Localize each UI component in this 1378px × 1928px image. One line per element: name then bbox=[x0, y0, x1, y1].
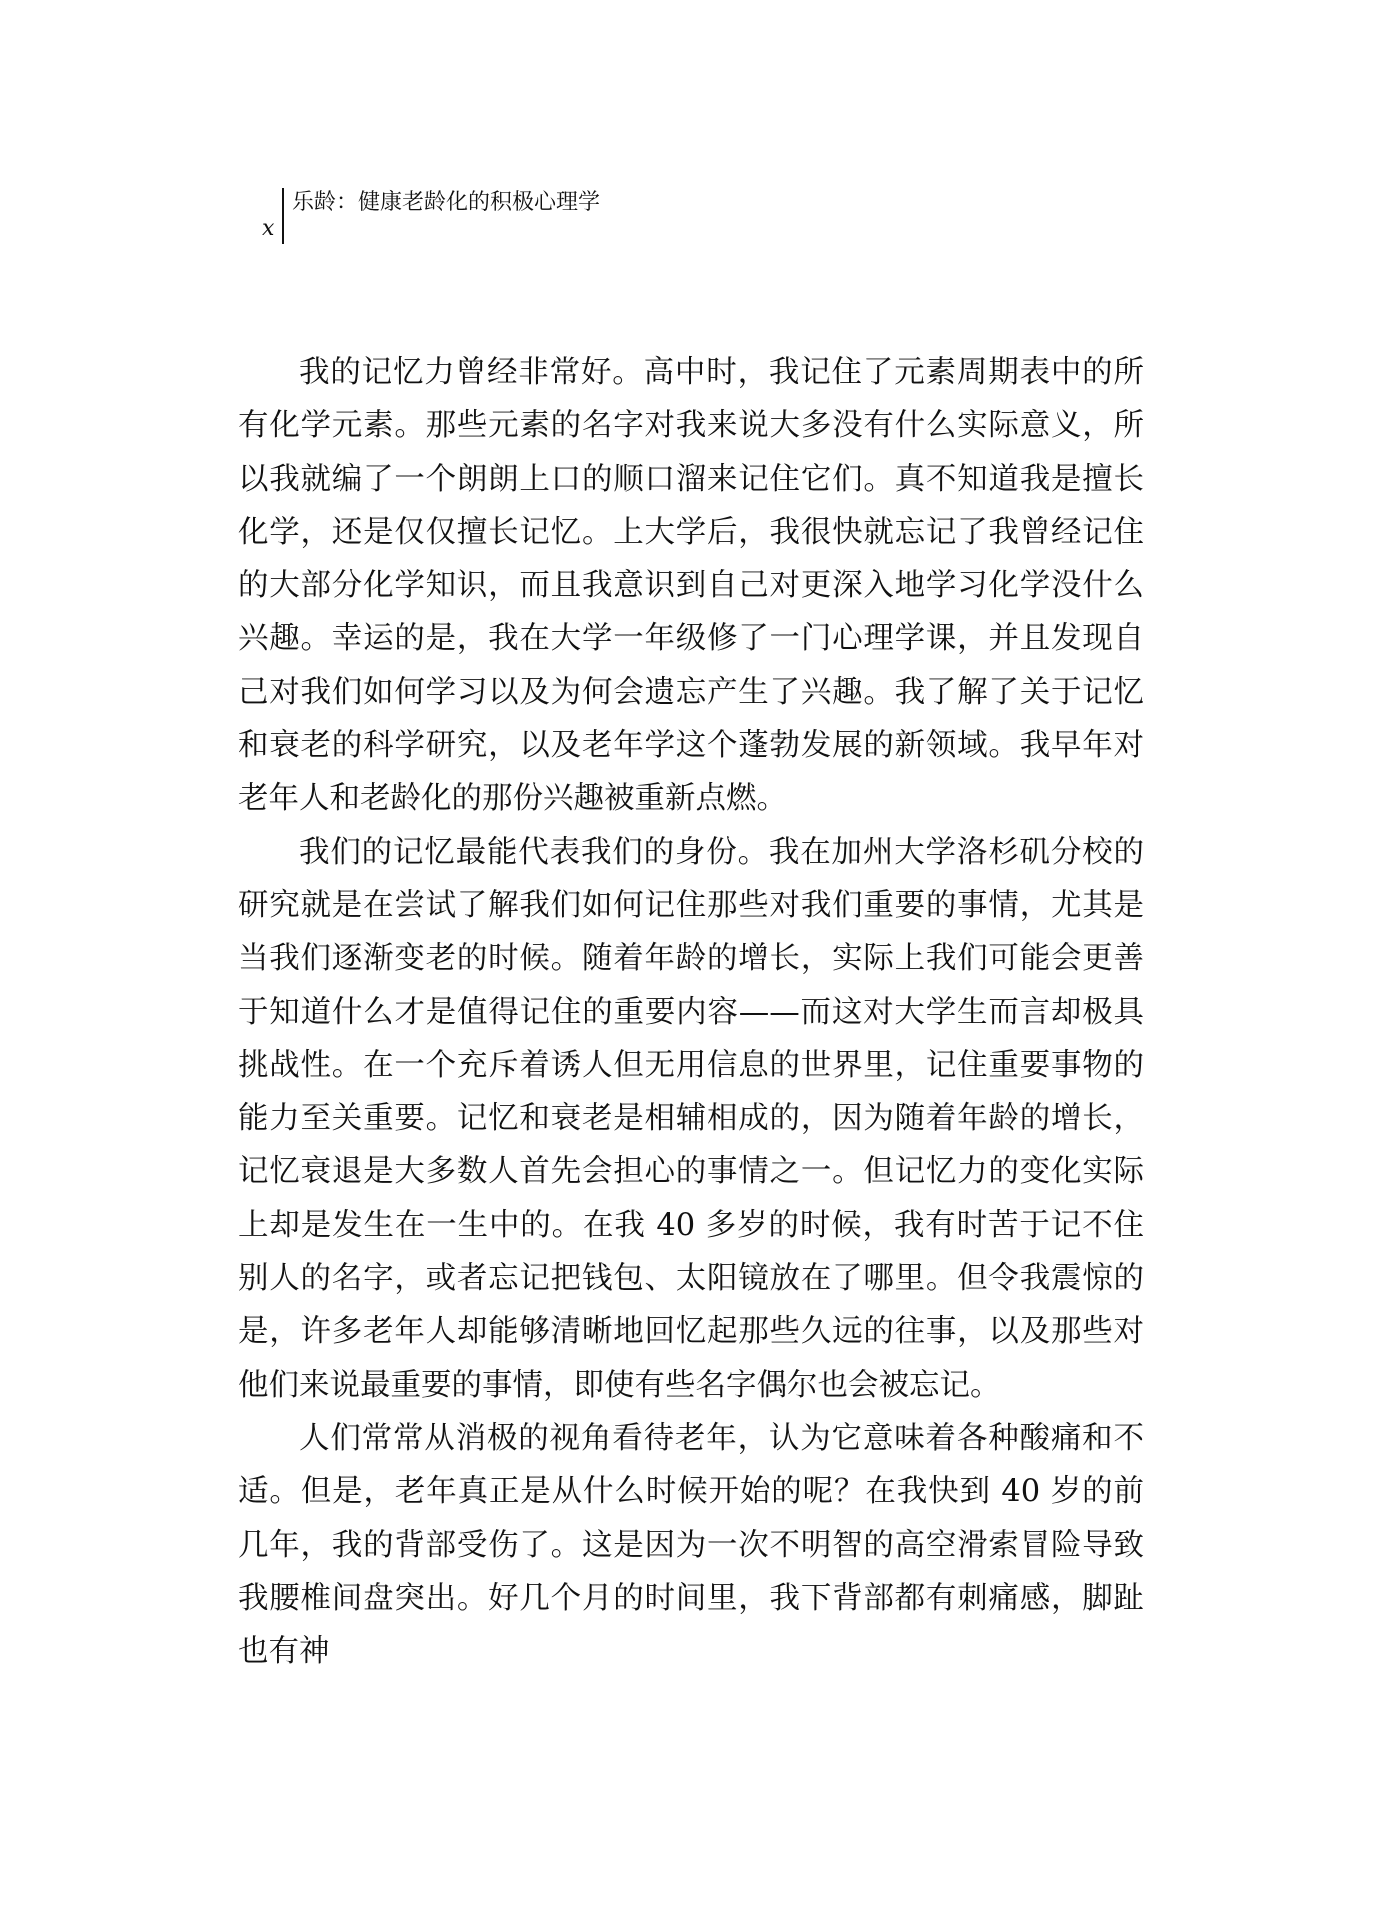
paragraph: 我们的记忆最能代表我们的身份。我在加州大学洛杉矶分校的研究就是在尝试了解我们如何记住那些对我们重要的事情，尤其是当我们逐渐变老的时候。随着年龄的增长，实际上我们可能会更善于知道什么才是值得记住的重要内容——而这对大学生而言却极具挑战性。在一个充斥着诱人但无用信息的世界里，记住重要事物的能力至关重要。记忆和衰老是相辅相成的，因为随着年龄的增长，记忆衰退是大多数人首先会担心的事情之一。但记忆力的变化实际上却是发生在一生中的。在我 40 多岁的时候，我有时苦于记不住别人的名字，或者忘记把钱包、太阳镜放在了哪里。但令我震惊的是，许多老年人却能够清晰地回忆起那些久远的往事，以及那些对他们来说最重要的事情，即使有些名字偶尔也会被忘记。 bbox=[238, 834, 1144, 1403]
book-title: 乐龄：健康老龄化的积极心理学 bbox=[292, 190, 601, 215]
paragraph: 人们常常从消极的视角看待老年，认为它意味着各种酸痛和不适。但是，老年真正是从什么时候开始的呢？在我快到 40 岁的前几年，我的背部受伤了。这是因为一次不明智的高空滑索冒险导致我腰椎间盘突出。好几个月的时间里，我下背部都有刺痛感，脚趾也有神 bbox=[238, 1420, 1144, 1670]
paragraph: 我的记忆力曾经非常好。高中时，我记住了元素周期表中的所有化学元素。那些元素的名字对我来说大多没有什么实际意义，所以我就编了一个朗朗上口的顺口溜来记住它们。真不知道我是擅长化学，还是仅仅擅长记忆。上大学后，我很快就忘记了我曾经记住的大部分化学知识，而且我意识到自己对更深入地学习化学没什么兴趣。幸运的是，我在大学一年级修了一门心理学课，并且发现自己对我们如何学习以及为何会遗忘产生了兴趣。我了解了关于记忆和衰老的科学研究，以及老年学这个蓬勃发展的新领域。我早年对老年人和老龄化的那份兴趣被重新点燃。 bbox=[238, 355, 1144, 817]
page-number: x bbox=[262, 216, 275, 241]
header-divider bbox=[282, 188, 284, 244]
running-head bbox=[262, 184, 962, 246]
body-text bbox=[238, 346, 1144, 1678]
